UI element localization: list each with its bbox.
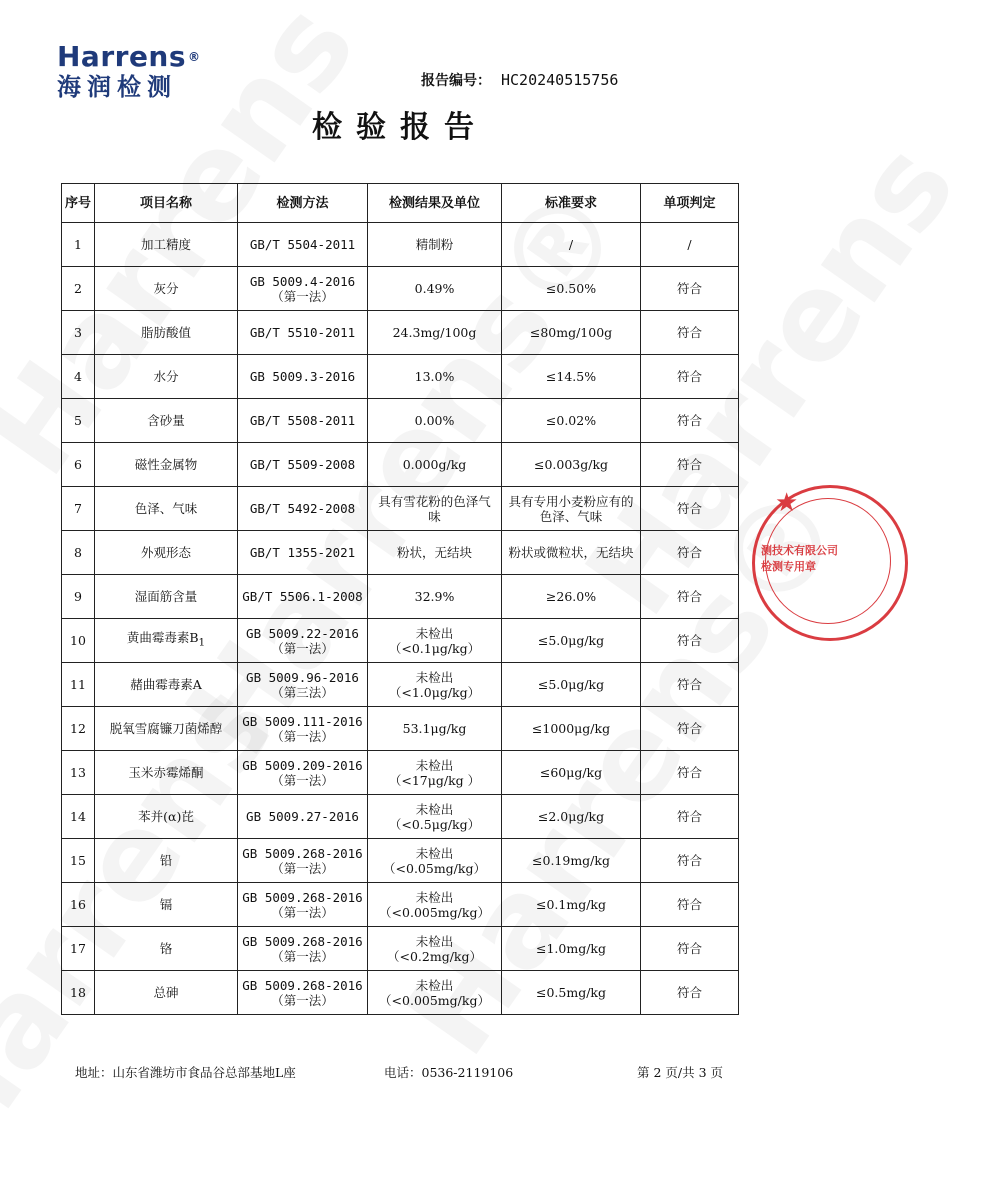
cell-method [238,487,368,531]
result-value: 未检出 [415,625,454,641]
cell-no [62,311,95,355]
cell-item [95,355,238,399]
cell-result [368,223,502,267]
item-name: 湿面筋含量 [134,589,198,604]
result-detail: （<0.2mg/kg） [387,948,482,964]
verdict: 符合 [676,809,702,824]
logo-name-cn: 海润检测 [57,73,177,101]
page-title: 检验报告 [312,110,488,145]
cell-standard [502,839,641,883]
standard-requirement: ≤60μg/kg [539,765,603,780]
verdict: 符合 [676,325,702,340]
standard-requirement: ≤5.0μg/kg [537,633,605,648]
result-value: 24.3mg/100g [392,325,477,340]
standard-requirement: ≤0.5mg/kg [536,985,606,1000]
cell-no [62,575,95,619]
cell-verdict [641,311,739,355]
result-value: 13.0% [414,369,455,384]
cell-verdict [641,355,739,399]
method-standard: GB/T 5492-2008 [249,501,356,516]
table-row [62,927,739,971]
method-standard: GB/T 5508-2011 [249,413,356,428]
item-name: 黄曲霉毒素B [126,630,199,646]
cell-method [238,443,368,487]
cell-method [238,839,368,883]
standard-requirement-line2: 色泽、气味 [539,508,603,524]
standard-requirement: / [568,237,574,252]
cell-method [238,795,368,839]
verdict: 符合 [676,677,702,692]
table-row [62,619,739,663]
method-standard: GB 5009.27-2016 [246,809,359,824]
cell-verdict [641,575,739,619]
item-name: 玉米赤霉烯酮 [128,765,204,780]
row-number: 2 [74,281,82,296]
table-row [62,663,739,707]
cell-item [95,883,238,927]
cell-result [368,751,502,795]
cell-verdict [641,487,739,531]
method-standard: GB/T 5504-2011 [249,237,356,252]
cell-verdict [641,663,739,707]
verdict: 符合 [676,941,702,956]
result-value: 未检出 [415,801,454,817]
cell-method [238,663,368,707]
cell-result [368,487,502,531]
standard-requirement: ≤0.02% [545,413,597,428]
result-value: 0.000g/kg [402,457,467,472]
cell-standard [502,267,641,311]
method-variant: （第一法） [271,728,334,744]
cell-result [368,839,502,883]
result-detail: （<0.05mg/kg） [383,860,486,876]
table-row [62,971,739,1015]
cell-method [238,927,368,971]
standard-requirement: ≤80mg/100g [529,325,613,340]
table-row [62,267,739,311]
cell-item [95,839,238,883]
cell-result [368,971,502,1015]
row-number: 18 [70,985,86,1000]
cell-result [368,795,502,839]
cell-verdict [641,531,739,575]
cell-no [62,399,95,443]
header-item: 项目名称 [95,184,238,223]
verdict: 符合 [676,985,702,1000]
item-name: 含砂量 [147,413,185,428]
cell-method [238,355,368,399]
table-row [62,795,739,839]
cell-result [368,707,502,751]
cell-standard [502,355,641,399]
verdict: 符合 [676,633,702,648]
cell-no [62,531,95,575]
cell-no [62,927,95,971]
verdict: 符合 [676,721,702,736]
result-detail: （<1.0μg/kg） [388,684,481,700]
table-row [62,355,739,399]
row-number: 9 [74,589,82,604]
method-standard: GB/T 5509-2008 [249,457,356,472]
verdict: 符合 [676,413,702,428]
item-subscript: 1 [198,636,206,649]
logo-name-en: Harrens [57,40,187,73]
cell-item [95,223,238,267]
method-variant: （第一法） [271,904,334,920]
result-detail: （<0.1μg/kg） [388,640,481,656]
cell-item [95,399,238,443]
result-value: 未检出 [415,669,454,685]
item-name: 铅 [159,853,173,868]
method-variant: （第一法） [271,640,334,656]
cell-verdict [641,795,739,839]
cell-standard [502,399,641,443]
row-number: 1 [74,237,82,252]
cell-method [238,267,368,311]
cell-result [368,355,502,399]
footer-page-number: 第 2 页/共 3 页 [637,1065,724,1080]
method-standard: GB/T 5510-2011 [249,325,356,340]
cell-verdict [641,971,739,1015]
method-standard: GB/T 5506.1-2008 [242,589,363,604]
table-row [62,487,739,531]
result-detail: （<0.005mg/kg） [379,992,490,1008]
cell-no [62,751,95,795]
standard-requirement: ≤1000μg/kg [531,721,611,736]
report-number-value: HC20240515756 [501,71,619,89]
cell-no [62,267,95,311]
cell-item [95,575,238,619]
cell-standard [502,927,641,971]
table-row [62,399,739,443]
result-value: 未检出 [415,845,454,861]
method-standard: GB 5009.268-2016 [242,977,363,993]
item-name: 苯并(α)芘 [138,809,194,824]
item-name: 镉 [159,897,173,912]
cell-standard [502,223,641,267]
method-standard: GB 5009.96-2016 [246,669,359,685]
item-name: 加工精度 [140,237,191,252]
cell-method [238,311,368,355]
header-verdict: 单项判定 [641,184,739,223]
method-variant: （第一法） [271,948,334,964]
table-row [62,443,739,487]
table-row [62,311,739,355]
cell-result [368,883,502,927]
cell-method [238,575,368,619]
cell-method [238,883,368,927]
method-standard: GB 5009.268-2016 [242,933,363,949]
method-variant: （第一法） [271,860,334,876]
cell-verdict [641,399,739,443]
cell-method [238,531,368,575]
result-detail: （<0.005mg/kg） [379,904,490,920]
cell-method [238,707,368,751]
header-standard: 标准要求 [502,184,641,223]
standard-requirement: ≤2.0μg/kg [537,809,605,824]
cell-item [95,707,238,751]
method-standard: GB 5009.3-2016 [249,369,356,384]
item-name: 赭曲霉毒素A [130,677,202,692]
method-variant: （第三法） [271,684,334,700]
row-number: 14 [70,809,86,824]
cell-item [95,531,238,575]
cell-verdict [641,751,739,795]
cell-item [95,795,238,839]
cell-verdict [641,223,739,267]
result-value: 0.49% [414,281,455,296]
cell-result [368,531,502,575]
verdict: 符合 [676,501,702,516]
cell-result [368,311,502,355]
result-value: 粉状，无结块 [396,545,472,560]
cell-standard [502,487,641,531]
cell-no [62,355,95,399]
cell-no [62,795,95,839]
verdict: 符合 [676,897,702,912]
item-name: 色泽、气味 [134,501,198,516]
row-number: 17 [70,941,86,956]
header-no: 序号 [62,184,95,223]
verdict: 符合 [676,369,702,384]
result-value: 未检出 [415,757,454,773]
cell-standard [502,707,641,751]
item-name: 水分 [153,369,179,384]
row-number: 6 [74,457,82,472]
cell-standard [502,311,641,355]
cell-verdict [641,619,739,663]
result-value: 精制粉 [415,237,454,252]
verdict: 符合 [676,281,702,296]
item-name: 外观形态 [140,545,191,560]
footer-phone: 电话：0536-2119106 [384,1065,514,1080]
cell-result [368,443,502,487]
table-row [62,751,739,795]
verdict: / [687,237,692,252]
company-logo [57,42,201,101]
table-row [62,707,739,751]
item-name: 磁性金属物 [134,457,198,472]
cell-no [62,707,95,751]
cell-item [95,267,238,311]
cell-result [368,399,502,443]
item-name: 灰分 [153,281,179,296]
cell-result [368,927,502,971]
cell-result [368,663,502,707]
red-seal-stamp: ★ 测技术有限公司 检测专用章 [752,485,908,641]
cell-verdict [641,883,739,927]
cell-method [238,223,368,267]
cell-verdict [641,927,739,971]
row-number: 7 [74,501,82,516]
row-number: 8 [74,545,82,560]
table-row [62,575,739,619]
cell-standard [502,575,641,619]
row-number: 10 [70,633,86,648]
cell-no [62,223,95,267]
verdict: 符合 [676,853,702,868]
method-variant: （第一法） [271,992,334,1008]
cell-no [62,883,95,927]
row-number: 15 [70,853,86,868]
result-value: 未检出 [415,977,454,993]
result-value: 0.00% [414,413,455,428]
cell-item [95,443,238,487]
cell-no [62,663,95,707]
standard-requirement: ≥26.0% [545,589,597,604]
cell-standard [502,663,641,707]
result-value: 53.1μg/kg [402,721,467,736]
row-number: 3 [74,325,82,340]
item-name: 脱氧雪腐镰刀菌烯醇 [109,721,223,736]
method-variant: （第一法） [271,288,334,304]
cell-no [62,619,95,663]
table-row [62,883,739,927]
report-number-label: 报告编号： [421,73,491,89]
cell-item [95,751,238,795]
result-detail: （<17μg/kg ） [388,772,481,788]
cell-standard [502,883,641,927]
result-value: 32.9% [414,589,455,604]
cell-method [238,751,368,795]
standard-requirement: 具有专用小麦粉应有的 [508,493,634,509]
row-number: 13 [70,765,86,780]
cell-verdict [641,707,739,751]
cell-item [95,663,238,707]
row-number: 16 [70,897,86,912]
cell-no [62,487,95,531]
report-number [421,70,618,90]
result-value: 未检出 [415,933,454,949]
header-result: 检测结果及单位 [368,184,502,223]
row-number: 11 [70,677,86,692]
item-name: 铬 [159,941,173,956]
cell-standard [502,443,641,487]
standard-requirement: ≤5.0μg/kg [537,677,605,692]
result-value: 具有雪花粉的色泽气 [378,493,491,509]
cell-method [238,619,368,663]
cell-result [368,619,502,663]
row-number: 4 [74,369,82,384]
cell-result [368,575,502,619]
cell-standard [502,795,641,839]
cell-no [62,443,95,487]
cell-no [62,839,95,883]
result-value: 未检出 [415,889,454,905]
cell-standard [502,751,641,795]
result-detail: 味 [428,508,441,524]
cell-no [62,971,95,1015]
standard-requirement: ≤14.5% [545,369,597,384]
standard-requirement: ≤0.19mg/kg [532,853,610,868]
table-row [62,839,739,883]
row-number: 5 [74,413,82,428]
verdict: 符合 [676,589,702,604]
footer-address: 地址：山东省潍坊市食品谷总部基地L座 [75,1065,296,1080]
method-standard: GB 5009.209-2016 [242,757,363,773]
table-row [62,531,739,575]
standard-requirement: ≤1.0mg/kg [536,941,606,956]
cell-item [95,311,238,355]
cell-verdict [641,443,739,487]
standard-requirement: ≤0.1mg/kg [536,897,606,912]
cell-item [95,487,238,531]
cell-method [238,399,368,443]
results-table [61,183,739,1015]
result-detail: （<0.5μg/kg） [388,816,481,832]
table-header-row [62,184,739,223]
cell-item [95,619,238,663]
item-name: 总砷 [153,985,179,1000]
cell-standard [502,971,641,1015]
cell-method [238,971,368,1015]
method-standard: GB/T 1355-2021 [249,545,356,560]
method-standard: GB 5009.268-2016 [242,889,363,905]
verdict: 符合 [676,765,702,780]
standard-requirement: ≤0.50% [545,281,597,296]
header-method: 检测方法 [238,184,368,223]
item-name: 脂肪酸值 [140,325,191,340]
cell-item [95,927,238,971]
cell-standard [502,619,641,663]
method-standard: GB 5009.111-2016 [242,713,363,729]
cell-item [95,971,238,1015]
table-row [62,223,739,267]
method-standard: GB 5009.4-2016 [249,273,356,289]
verdict: 符合 [676,457,702,472]
row-number: 12 [70,721,86,736]
standard-requirement: ≤0.003g/kg [533,457,609,472]
cell-result [368,267,502,311]
cell-verdict [641,839,739,883]
method-standard: GB 5009.268-2016 [242,845,363,861]
verdict: 符合 [676,545,702,560]
cell-standard [502,531,641,575]
method-standard: GB 5009.22-2016 [246,625,359,641]
registered-mark: ® [188,50,201,64]
method-variant: （第一法） [271,772,334,788]
cell-verdict [641,267,739,311]
standard-requirement: 粉状或微粒状，无结块 [508,545,634,560]
